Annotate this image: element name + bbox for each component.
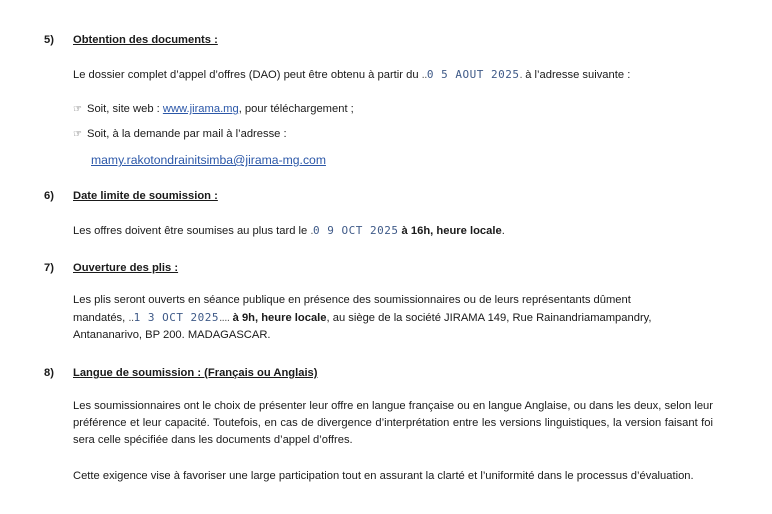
- section-title: Langue de soumission : (Français ou Anglais): [73, 367, 318, 379]
- date-fill-dots: .: [519, 69, 523, 81]
- email-link[interactable]: mamy.rakotondrainitsimba@jirama-mg.com: [91, 153, 326, 167]
- section-title: Obtention des documents :: [73, 34, 218, 46]
- date-fill-dots: ..: [128, 312, 134, 324]
- date-fill-dots: ..: [421, 69, 427, 81]
- date-stamp: 0 9 OCT 2025: [312, 224, 399, 237]
- email-link-wrap: [91, 153, 326, 167]
- date-fill-dots: ....: [219, 312, 230, 324]
- pointing-hand-icon: ☞: [73, 129, 82, 140]
- bullet-website: [73, 103, 354, 115]
- language-paragraph-1: Les soumissionnaires ont le choix de présenter leur offre en langue française ou en langue Anglaise, ou dans les deux, selon leur préférence et leur capacité. Toutefois, en cas de divergence d’interprétation entre les versions linguistiques, la version faisant foi sera celle spécifiée dans les documents d’appel d’offres.: [73, 400, 713, 446]
- text: mandatés,: [73, 312, 129, 324]
- opening-time: à 9h, heure locale: [229, 312, 327, 324]
- deadline-line: [73, 224, 505, 237]
- section-number: 6): [44, 190, 54, 202]
- opening-line-3: Antananarivo, BP 200. MADAGASCAR.: [73, 329, 271, 341]
- text: Soit, à la demande par mail à l’adresse :: [87, 128, 287, 140]
- date-fill-dots: .: [310, 225, 313, 237]
- dao-availability-line: [73, 68, 630, 81]
- date-stamp: 1 3 OCT 2025: [133, 311, 220, 324]
- text: .: [501, 225, 505, 237]
- opening-line-1: Les plis seront ouverts en séance publique en présence des soumissionnaires ou de leurs représentants dûment: [73, 294, 631, 306]
- section-number: 7): [44, 262, 54, 274]
- language-paragraph-2: Cette exigence vise à favoriser une large participation tout en assurant la clarté et l’uniformité dans le processus d’évaluation.: [73, 470, 694, 482]
- deadline-time: à 16h, heure locale: [398, 225, 502, 237]
- section-number: 5): [44, 34, 54, 46]
- opening-line-2: [73, 311, 652, 324]
- text: , pour téléchargement ;: [238, 103, 354, 115]
- text: à l’adresse suivante :: [522, 69, 631, 81]
- section-number: 8): [44, 367, 54, 379]
- bullet-email: [73, 128, 287, 140]
- section-title: Ouverture des plis :: [73, 262, 179, 274]
- section-title: Date limite de soumission :: [73, 190, 218, 202]
- text: Soit, site web :: [87, 103, 163, 115]
- website-link[interactable]: www.jirama.mg: [162, 103, 239, 115]
- text: , au siège de la société JIRAMA 149, Rue Rainandriamampandry,: [326, 312, 652, 324]
- text: Le dossier complet d’appel d’offres (DAO) peut être obtenu à partir du: [73, 69, 422, 81]
- pointing-hand-icon: ☞: [73, 104, 82, 115]
- date-stamp: 0 5 AOUT 2025: [426, 68, 520, 81]
- text: Les offres doivent être soumises au plus tard le: [73, 225, 311, 237]
